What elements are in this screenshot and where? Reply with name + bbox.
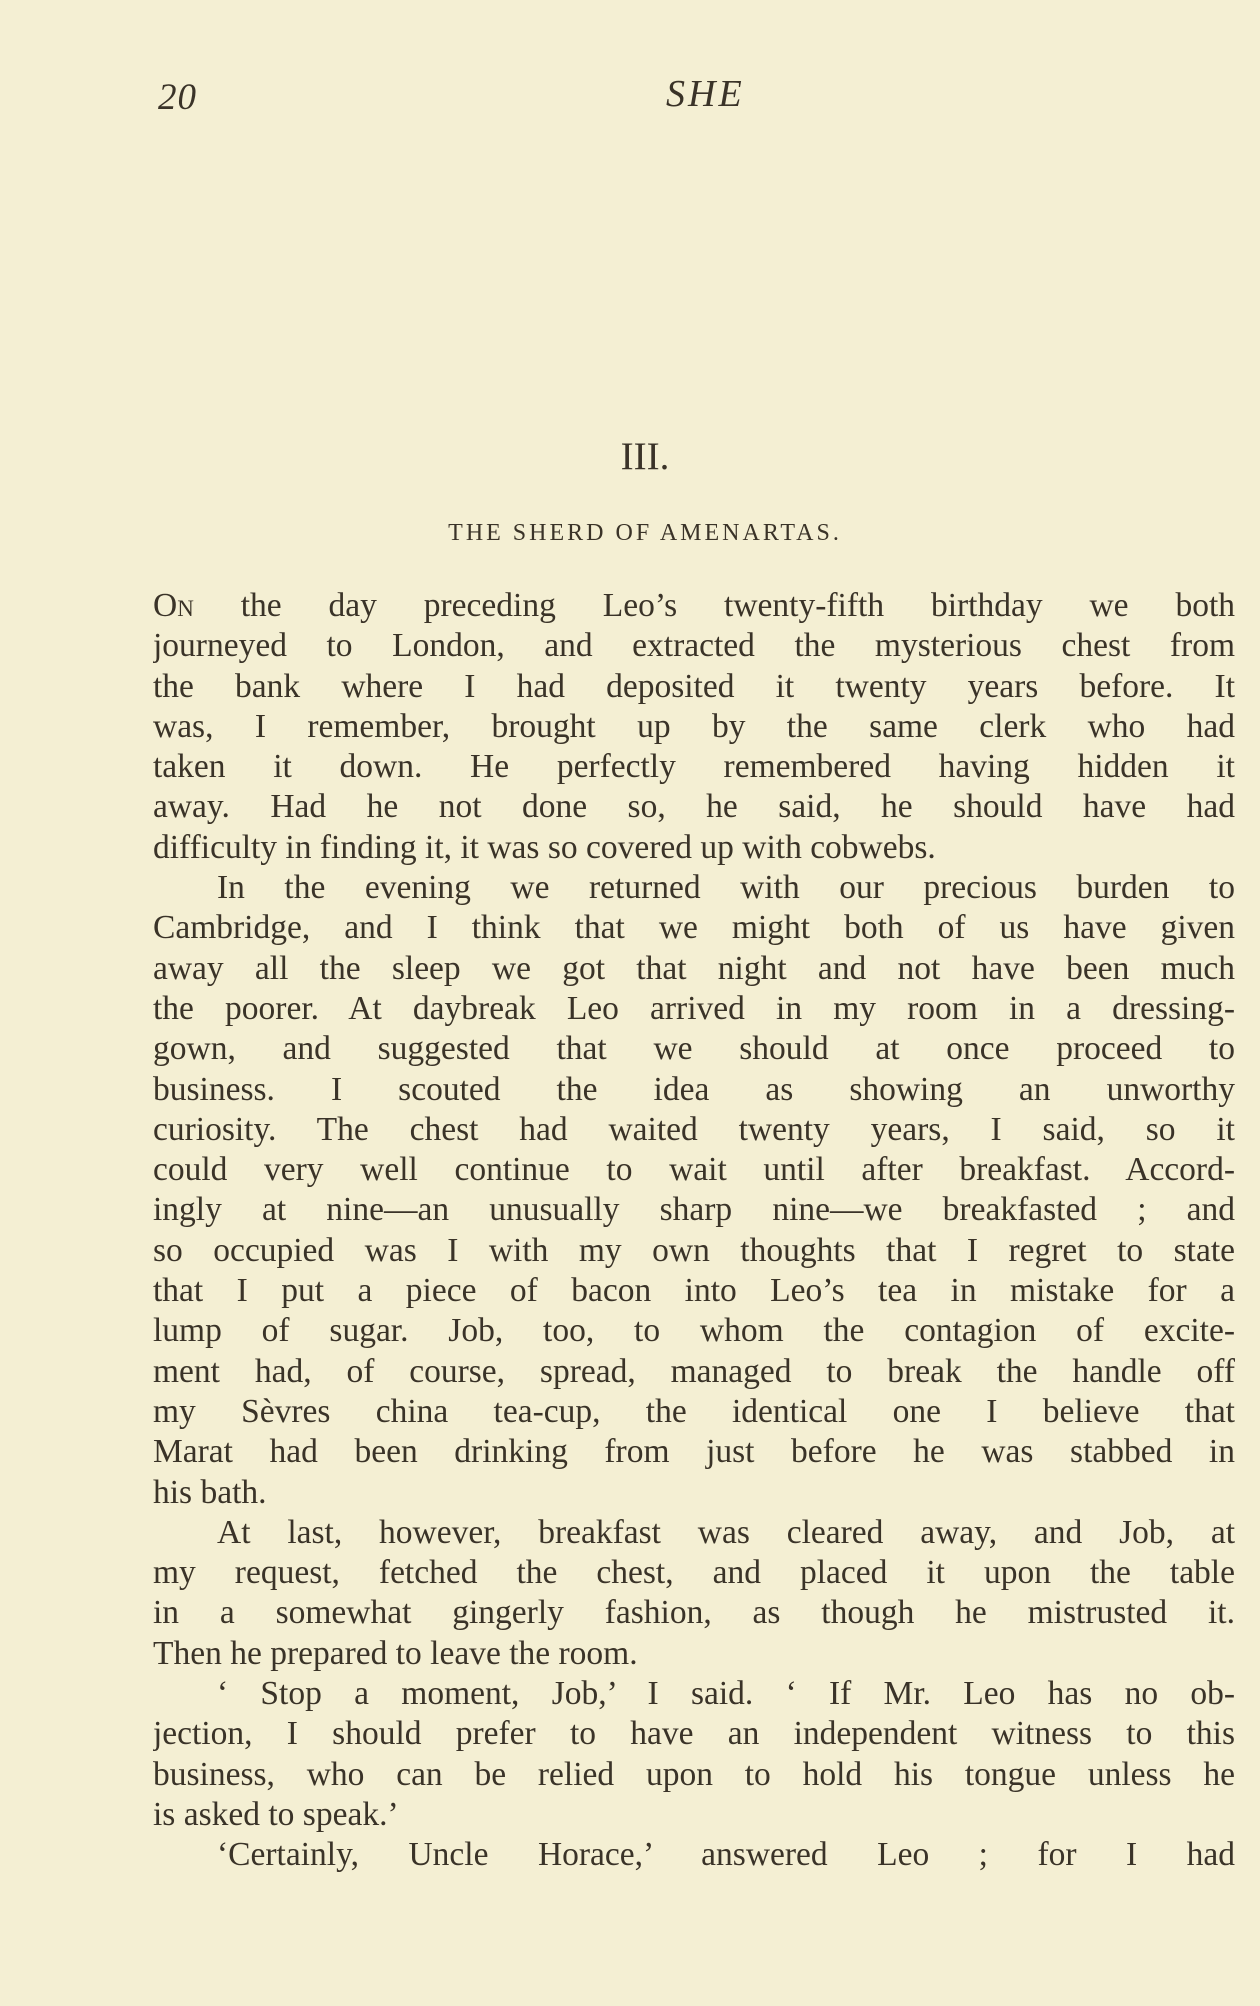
line-text: ment had, of course, spread, managed to break the handle off — [153, 1352, 1235, 1390]
text-line — [153, 1432, 1235, 1472]
text-line — [153, 586, 1235, 626]
line-text: so occupied was I with my own thoughts that I regret to state — [153, 1231, 1235, 1269]
line-text: gown, and suggested that we should at once proceed to — [153, 1030, 1235, 1068]
text-line — [153, 1392, 1235, 1432]
text-line — [153, 1835, 1235, 1875]
text-line — [153, 1634, 1235, 1674]
line-text: my request, fetched the chest, and placed it upon the table — [153, 1554, 1235, 1592]
line-text: Then he prepared to leave the room. — [153, 1634, 638, 1672]
line-text: curiosity. The chest had waited twenty years, I said, so it — [153, 1110, 1235, 1148]
text-line — [153, 1795, 1235, 1835]
text-line — [153, 868, 1235, 908]
chapter-title: THE SHERD OF AMENARTAS. — [448, 520, 842, 546]
text-line — [153, 1473, 1235, 1513]
line-text: difficulty in finding it, it was so covered up with cobwebs. — [153, 828, 936, 866]
text-line — [153, 1029, 1235, 1069]
text-line — [153, 1110, 1235, 1150]
line-text: Marat had been drinking from just before he was stabbed in — [153, 1433, 1235, 1471]
line-text: the bank where I had deposited it twenty years before. It — [153, 667, 1235, 705]
text-line — [153, 1553, 1235, 1593]
line-text: away. Had he not done so, he said, he should have had — [153, 788, 1235, 826]
text-line — [153, 828, 1235, 868]
text-line — [153, 1231, 1235, 1271]
line-text: away all the sleep we got that night and not have been much — [153, 949, 1235, 987]
text-line — [153, 667, 1235, 707]
line-text: could very well continue to wait until after breakfast. Accord- — [153, 1151, 1235, 1189]
text-line — [153, 747, 1235, 787]
line-text: my Sèvres china tea-cup, the identical one I believe that — [153, 1392, 1235, 1430]
text-line — [153, 1674, 1235, 1714]
text-line — [153, 1311, 1235, 1351]
line-text: ‘ Stop a moment, Job,’ I said. ‘ If Mr. Leo has no ob- — [217, 1675, 1235, 1713]
line-text: his bath. — [153, 1473, 267, 1511]
line-text: business. I scouted the idea as showing an unworthy — [153, 1070, 1235, 1108]
line-text: jection, I should prefer to have an independent witness to this — [153, 1715, 1235, 1753]
text-line — [153, 908, 1235, 948]
line-text: is asked to speak.’ — [153, 1795, 399, 1833]
text-line — [153, 1150, 1235, 1190]
text-line — [153, 787, 1235, 827]
line-text: in a somewhat gingerly fashion, as though he mistrusted it. — [153, 1594, 1235, 1632]
text-line — [153, 1755, 1235, 1795]
line-text: the day preceding Leo’s twenty-fifth birthday we both — [193, 587, 1235, 624]
line-text: In the evening we returned with our precious burden to — [217, 869, 1235, 907]
text-line — [153, 626, 1235, 666]
running-head: SHE — [666, 73, 745, 115]
page-number: 20 — [158, 77, 197, 118]
text-line — [153, 1513, 1235, 1553]
line-text: ‘Certainly, Uncle Horace,’ answered Leo ; for I had — [217, 1836, 1235, 1874]
text-line — [153, 1714, 1235, 1754]
body-text — [153, 586, 1235, 1876]
line-text: was, I remember, brought up by the same clerk who had — [153, 707, 1235, 745]
text-line — [153, 989, 1235, 1029]
line-text: journeyed to London, and extracted the mysterious chest from — [153, 627, 1235, 665]
text-line — [153, 1352, 1235, 1392]
line-text: the poorer. At daybreak Leo arrived in my room in a dressing- — [153, 989, 1235, 1027]
line-text: that I put a piece of bacon into Leo’s tea in mistake for a — [153, 1272, 1235, 1310]
line-text: At last, however, breakfast was cleared away, and Job, at — [217, 1513, 1235, 1551]
line-text: ingly at nine—an unusually sharp nine—we breakfasted ; and — [153, 1191, 1235, 1229]
text-line — [153, 1271, 1235, 1311]
text-line — [153, 949, 1235, 989]
chapter-number: III. — [620, 435, 670, 478]
drop-word: On — [153, 587, 194, 624]
text-line — [153, 1593, 1235, 1633]
text-line — [153, 1190, 1235, 1230]
text-line — [153, 707, 1235, 747]
line-text: lump of sugar. Job, too, to whom the contagion of excite- — [153, 1312, 1235, 1350]
line-text: Cambridge, and I think that we might both of us have given — [153, 909, 1235, 947]
line-text: taken it down. He perfectly remembered having hidden it — [153, 748, 1235, 786]
line-text: business, who can be relied upon to hold his tongue unless he — [153, 1755, 1235, 1793]
text-line — [153, 1070, 1235, 1110]
